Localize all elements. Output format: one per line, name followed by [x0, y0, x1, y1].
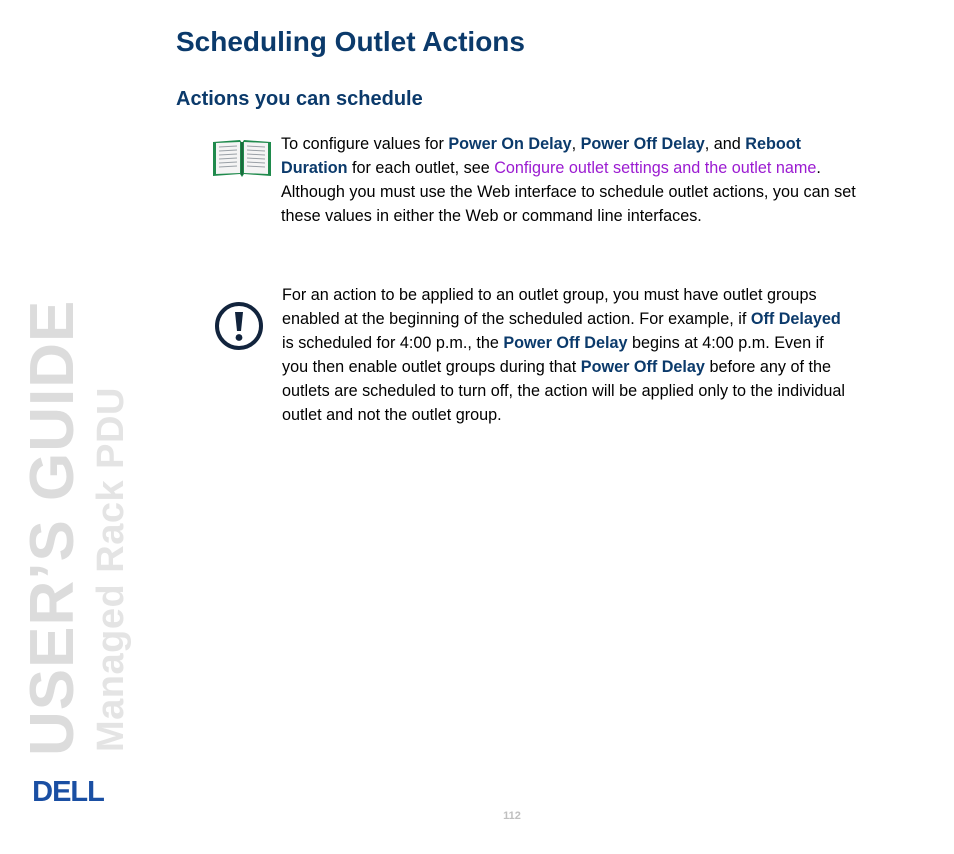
term-power-on-delay: Power On Delay	[448, 135, 572, 153]
caution-text-1: For an action to be applied to an outlet group, you must have outlet groups enabled at the beginning of the scheduled action. For example, if	[282, 286, 817, 328]
page-number: 112	[503, 810, 521, 822]
term-power-off-delay: Power Off Delay	[580, 135, 705, 153]
dell-logo-text: DELL	[32, 776, 104, 807]
note-text-4: for each outlet, see	[347, 159, 495, 177]
caution-text-3: begins at 4:00 p.m. Even if you then enable outlet groups during that	[282, 334, 824, 376]
caution-text-4: before any of the outlets are scheduled to turn off, the action will be applied only to the individual outlet and not the outlet group.	[282, 358, 846, 424]
configure-outlet-settings-link[interactable]: Configure outlet settings and the outlet name	[494, 159, 817, 177]
note-text-5: . Although you must use the Web interface to schedule outlet actions, you can set these values in either the Web or command line interfaces.	[281, 159, 856, 225]
dell-logo	[24, 775, 112, 807]
book-icon	[211, 136, 273, 178]
caution-paragraph	[282, 283, 854, 427]
note-text-2: ,	[571, 135, 581, 153]
caution-text-2: is scheduled for 4:00 p.m., the	[282, 334, 504, 352]
section-title: Actions you can schedule	[176, 88, 423, 110]
term-power-off-delay: Power Off Delay	[580, 358, 705, 376]
exclamation-icon	[213, 300, 265, 352]
note-paragraph	[281, 132, 856, 228]
product-name-banner: Managed Rack PDU	[90, 387, 132, 752]
term-reboot-duration: Reboot Duration	[281, 135, 802, 177]
note-text-3: , and	[704, 135, 746, 153]
term-off-delayed: Off Delayed	[750, 310, 841, 328]
users-guide-banner: USER’S GUIDE	[18, 299, 87, 756]
note-text-1: To configure values for	[281, 135, 449, 153]
page-title: Scheduling Outlet Actions	[176, 26, 525, 57]
term-power-off-delay: Power Off Delay	[503, 334, 628, 352]
